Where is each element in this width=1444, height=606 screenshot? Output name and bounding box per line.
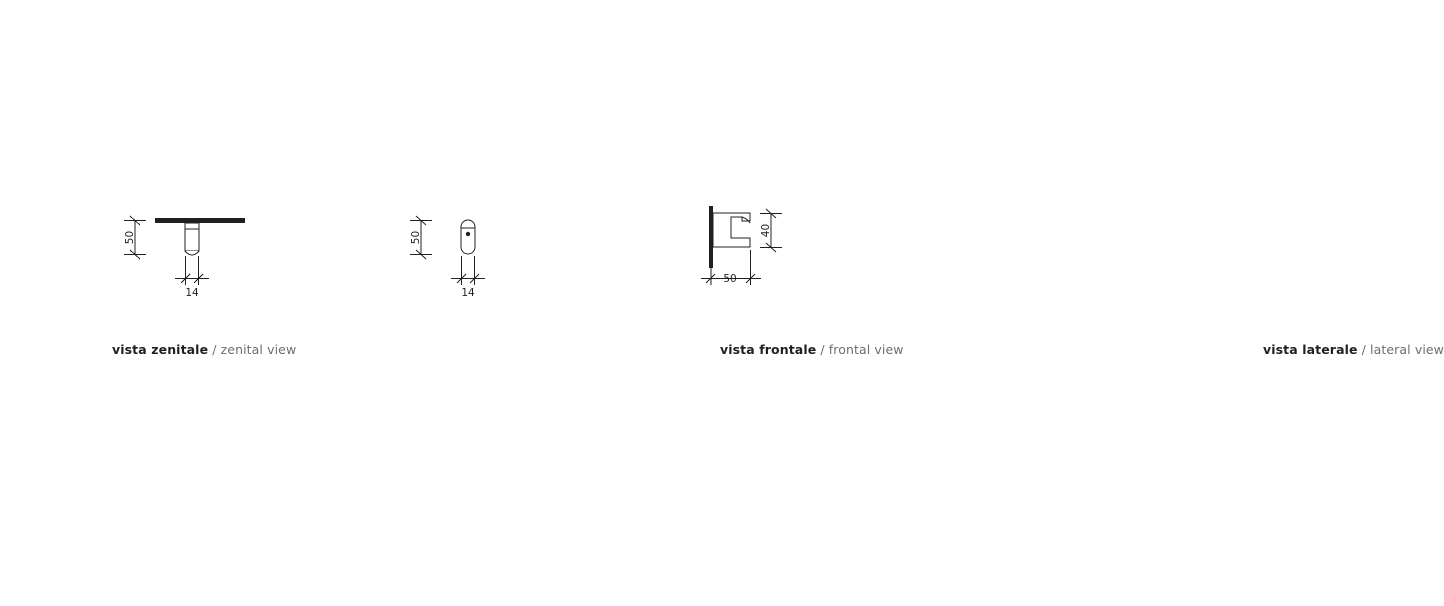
caption-zenital-it: vista zenitale <box>112 342 209 357</box>
caption-frontal-sep: / <box>816 342 829 357</box>
view-lateral <box>600 0 1444 606</box>
caption-zenital-sep: / <box>208 342 221 357</box>
caption-lateral-en: lateral view <box>1370 342 1444 357</box>
frontal-dim-50-label: 50 <box>410 230 422 245</box>
caption-frontal-en: frontal view <box>828 342 904 357</box>
lateral-dim-50-label: 50 <box>723 273 737 285</box>
lateral-dim-40-label: 40 <box>760 223 772 238</box>
zenital-drawing <box>0 180 330 320</box>
caption-lateral-it: vista laterale <box>1263 342 1358 357</box>
zenital-dim-50-label: 50 <box>124 230 136 245</box>
frontal-drawing <box>330 180 600 320</box>
lateral-drawing <box>600 180 940 320</box>
frontal-dim-14-label: 14 <box>461 287 475 299</box>
caption-lateral <box>1263 342 1444 357</box>
caption-zenital <box>112 342 296 357</box>
zenital-dim-14-label: 14 <box>185 287 199 299</box>
caption-zenital-en: zenital view <box>220 342 297 357</box>
caption-frontal-it: vista frontale <box>720 342 817 357</box>
caption-lateral-sep: / <box>1357 342 1371 357</box>
view-zenital <box>0 0 330 606</box>
